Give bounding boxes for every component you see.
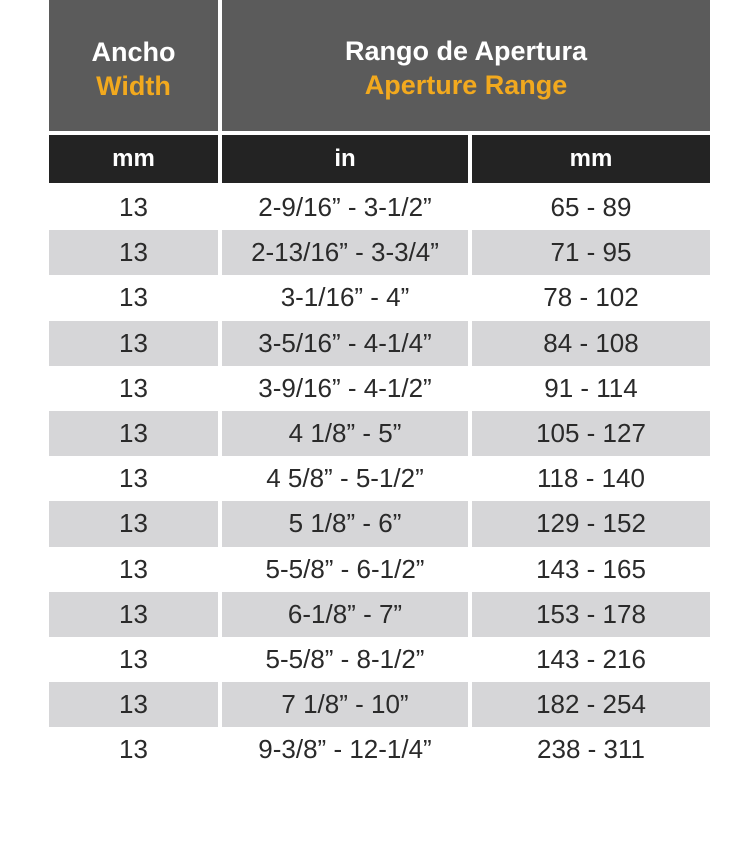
table-row — [49, 185, 710, 230]
cell-width: 13 — [119, 553, 148, 584]
cell-range-mm: 78 - 102 — [543, 282, 639, 313]
header-width-en: Width — [96, 70, 171, 101]
table-row — [49, 411, 710, 456]
cell-range-mm: 65 - 89 — [550, 192, 632, 223]
table-row — [49, 547, 710, 592]
header-aperture — [222, 0, 710, 131]
table-row — [49, 456, 710, 501]
table-body — [49, 185, 710, 772]
cell-range-in: 5-5/8” - 6-1/2” — [265, 553, 425, 584]
cell-range-mm: 105 - 127 — [472, 411, 710, 456]
cell-range-in: 7 1/8” - 10” — [222, 682, 468, 727]
cell-width: 13 — [49, 592, 218, 637]
table-row — [49, 366, 710, 411]
unit-row — [49, 135, 710, 183]
table-row — [49, 637, 710, 682]
cell-width: 13 — [119, 372, 148, 403]
cell-range-mm: 153 - 178 — [472, 592, 710, 637]
header-aperture-en: Aperture Range — [364, 69, 568, 100]
cell-range-mm: 129 - 152 — [472, 501, 710, 546]
cell-range-in: 6-1/8” - 7” — [222, 592, 468, 637]
cell-range-in: 5 1/8” - 6” — [222, 501, 468, 546]
cell-width: 13 — [119, 734, 148, 765]
cell-range-in: 5-5/8” - 8-1/2” — [265, 643, 425, 674]
unit-aperture-mm: mm — [472, 135, 710, 183]
cell-range-in: 2-13/16” - 3-3/4” — [222, 230, 468, 275]
cell-width: 13 — [49, 411, 218, 456]
table-row — [49, 501, 710, 546]
aperture-table — [49, 0, 710, 772]
cell-width: 13 — [49, 321, 218, 366]
cell-range-mm: 84 - 108 — [472, 321, 710, 366]
cell-range-mm: 91 - 114 — [544, 372, 638, 403]
table-row — [49, 592, 710, 637]
cell-range-in: 3-5/16” - 4-1/4” — [222, 321, 468, 366]
cell-range-in: 3-1/16” - 4” — [280, 282, 410, 313]
cell-range-in: 4 1/8” - 5” — [222, 411, 468, 456]
unit-width-mm: mm — [49, 135, 218, 183]
table-row — [49, 727, 710, 772]
cell-range-in: 9-3/8” - 12-1/4” — [258, 734, 432, 765]
cell-width: 13 — [49, 682, 218, 727]
unit-aperture-in: in — [222, 135, 468, 183]
table-header — [49, 0, 710, 131]
table-row — [49, 321, 710, 366]
cell-width: 13 — [119, 463, 148, 494]
cell-range-mm: 182 - 254 — [472, 682, 710, 727]
cell-width: 13 — [119, 192, 148, 223]
cell-range-in: 4 5/8” - 5-1/2” — [266, 463, 424, 494]
cell-width: 13 — [119, 643, 148, 674]
cell-range-mm: 118 - 140 — [537, 463, 645, 494]
header-aperture-es: Rango de Apertura — [344, 35, 588, 66]
table-row — [49, 275, 710, 320]
header-width — [49, 0, 218, 131]
cell-range-mm: 71 - 95 — [472, 230, 710, 275]
cell-range-mm: 143 - 216 — [536, 643, 646, 674]
cell-range-in: 3-9/16” - 4-1/2” — [258, 372, 432, 403]
cell-width: 13 — [49, 501, 218, 546]
cell-width: 13 — [119, 282, 148, 313]
cell-range-mm: 143 - 165 — [536, 553, 646, 584]
header-width-es: Ancho — [91, 36, 176, 67]
table-row — [49, 682, 710, 727]
cell-range-mm: 238 - 311 — [537, 734, 645, 765]
cell-range-in: 2-9/16” - 3-1/2” — [258, 192, 432, 223]
cell-width: 13 — [49, 230, 218, 275]
table-row — [49, 230, 710, 275]
